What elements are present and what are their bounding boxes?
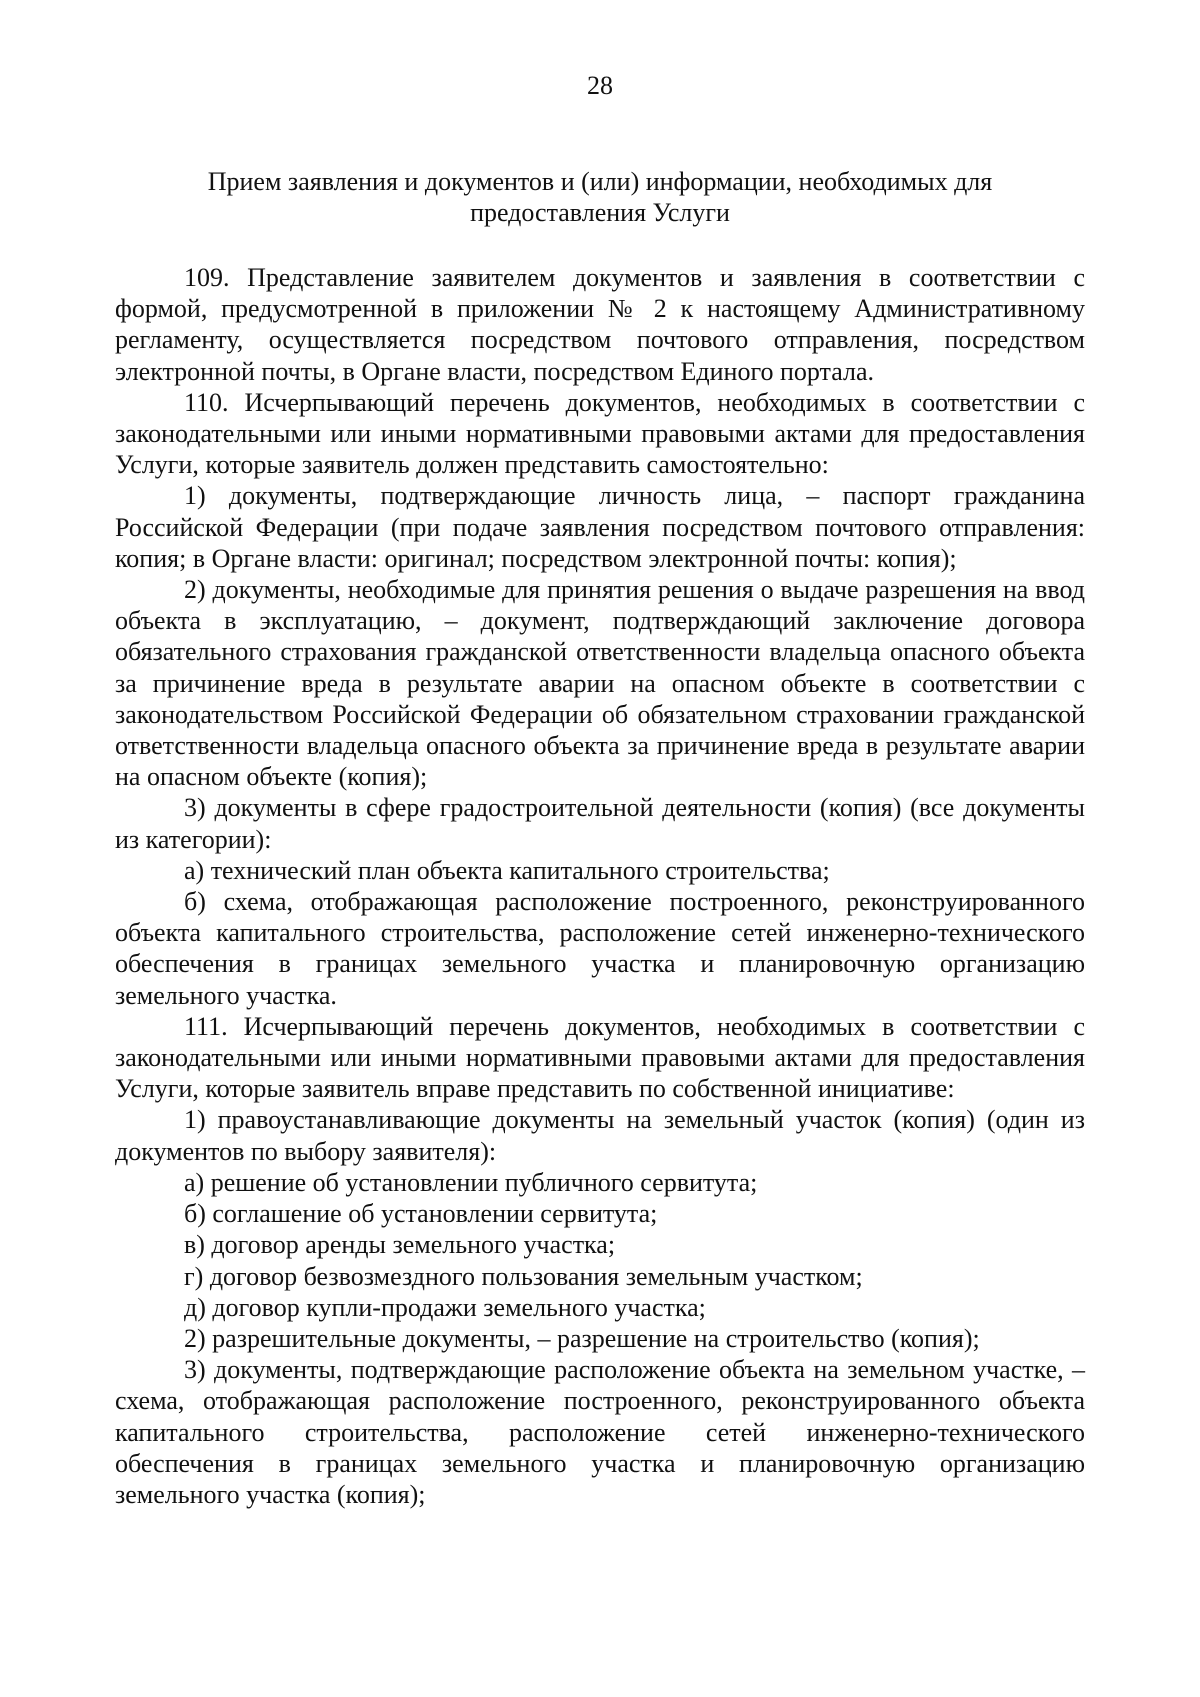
document-body [115,262,1085,1510]
paragraph-111: 111. Исчерпывающий перечень документов, необходимых в соответствии с законодательными или иными нормативными правовыми актами для предоставления Услуги, которые заявитель вправе представить по собственной инициативе: [115,1011,1085,1104]
sub-item-111-1-e: д) договор купли-продажи земельного участка; [184,1292,706,1322]
paragraph-110: 110. Исчерпывающий перечень документов, необходимых в соответствии с законодательными или иными нормативными правовыми актами для предоставления Услуги, которые заявитель должен представить самостоятельно: [115,387,1085,480]
sub-item-111-1-a: а) решение об установлении публичного сервитута; [184,1167,758,1197]
sub-item-110-3-b: б) схема, отображающая расположение построенного, реконструированного объекта капитального строительства, расположение сетей инженерно-технического обеспечения в границах земельного участка и планировочную организацию земельного участка. [115,887,1085,1010]
list-item-110-2: 2) документы, необходимые для принятия решения о выдаче разрешения на ввод объекта в эксплуатацию, – документ, подтверждающий заключение договора обязательного страхования гражданской ответственности владельца опасного объекта за причинение вреда в результате аварии на опасном объекте в соответствии с законодательством Российской Федерации об обязательном страховании гражданской ответственности владельца опасного объекта за причинение вреда в результате аварии на опасном объекте (копия); [115,575,1085,792]
list-item-111-1: 1) правоустанавливающие документы на земельный участок (копия) (один из документов по выбору заявителя): [115,1105,1085,1166]
page-number: 28 [587,71,613,100]
section-title [160,166,1040,228]
list-item-110-3: 3) документы в сфере градостроительной деятельности (копия) (все документы из категории): [115,793,1085,854]
list-item-111-2: 2) разрешительные документы, – разрешение на строительство (копия); [184,1323,980,1353]
sub-item-111-1-b: б) соглашение об установлении сервитута; [184,1199,658,1229]
sub-item-110-3-a: а) технический план объекта капитального строительства; [184,855,830,885]
sub-item-111-1-d: г) договор безвозмездного пользования земельным участком; [184,1261,863,1291]
list-item-111-3: 3) документы, подтверждающие расположение объекта на земельном участке, – схема, отображающая расположение построенного, реконструированного объекта капитального строительства, расположение сетей инженерно-технического обеспечения в границах земельного участка и планировочную организацию земельного участка (копия); [115,1355,1085,1509]
list-item-110-1: 1) документы, подтверждающие личность лица, – паспорт гражданина Российской Федерации (при подаче заявления посредством почтового отправления: копия; в Органе власти: оригинал; посредством электронной почты: копия); [115,481,1085,573]
section-title-line-1: Прием заявления и документов и (или) информации, необходимых для [207,167,993,196]
section-title-line-2: предоставления Услуги [470,198,730,227]
paragraph-109: 109. Представление заявителем документов и заявления в соответствии с формой, предусмотренной в приложении № 2 к настоящему Административному регламенту, осуществляется посредством почтового отправления, посредством электронной почты, в Органе власти, посредством Единого портала. [115,263,1085,386]
sub-item-111-1-c: в) договор аренды земельного участка; [184,1230,616,1260]
